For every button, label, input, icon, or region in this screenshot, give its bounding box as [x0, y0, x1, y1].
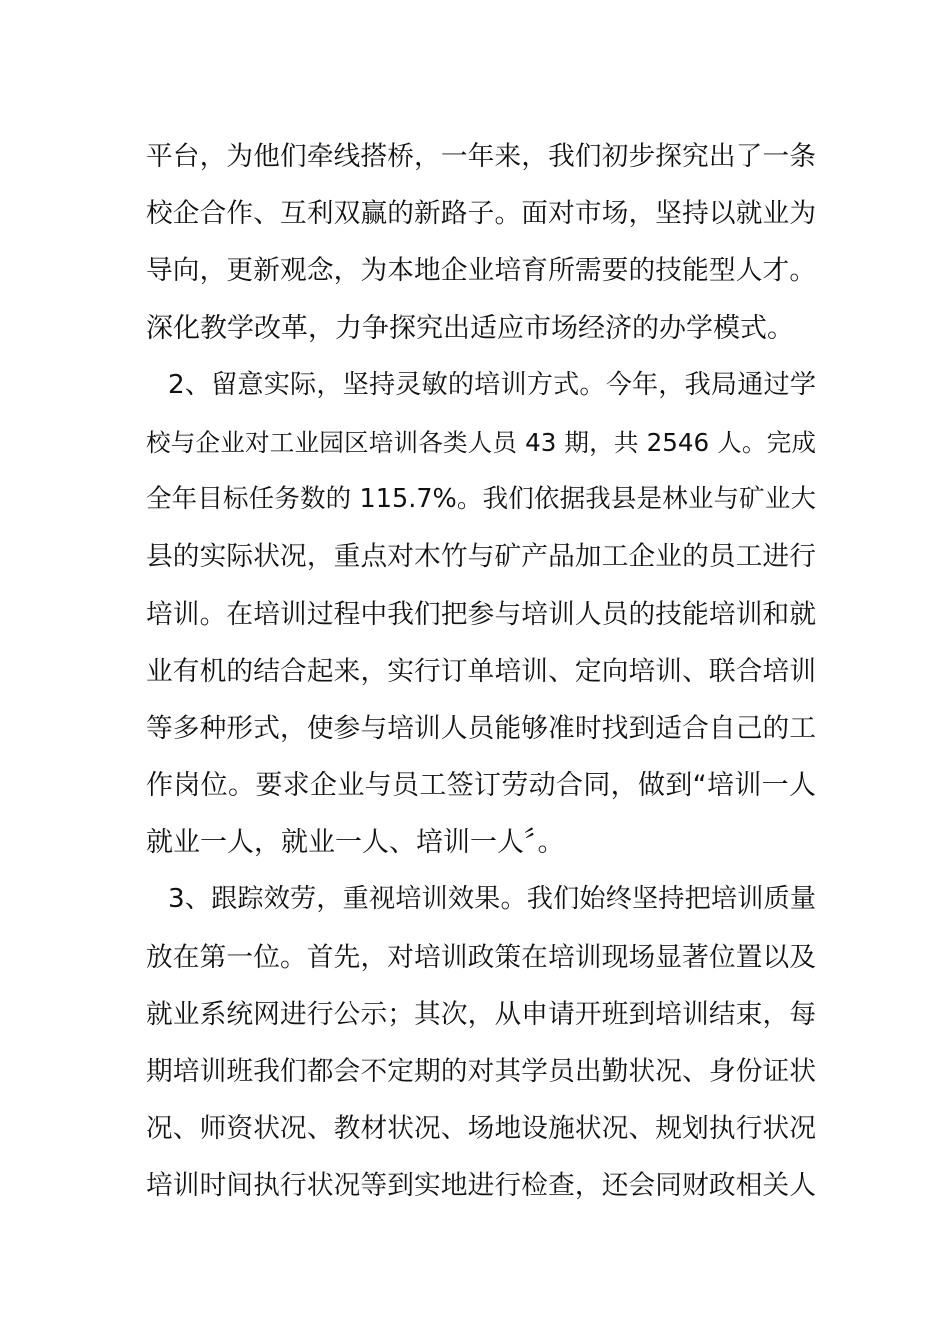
text-line: 培训时间执行状况等到实地进行检查，还会同财政相关人 — [146, 1170, 816, 1202]
text-line: 放在第一位。首先，对培训政策在培训现场显著位置以及 — [146, 941, 816, 973]
text-line: 3、跟踪效劳，重视培训效果。我们始终坚持把培训质量 — [168, 884, 816, 915]
text-line: 全年目标任务数的 115.7%。我们依据我县是林业与矿业大 — [146, 484, 816, 515]
text-line: 导向，更新观念，为本地企业培育所需要的技能型人才。 — [146, 255, 816, 287]
text-line: 等多种形式，使参与培训人员能够准时找到适合自己的工 — [146, 712, 816, 744]
text-line: 业有机的结合起来，实行订单培训、定向培训、联合培训 — [146, 655, 816, 687]
text-line: 2、留意实际，坚持灵敏的培训方式。今年，我局通过学 — [168, 369, 816, 400]
text-line: 县的实际状况，重点对木竹与矿产品加工企业的员工进行 — [146, 541, 816, 573]
text-line: 作岗位。要求企业与员工签订劳动合同，做到“培训一人 — [146, 770, 816, 802]
text-line: 深化教学改革，力争探究出适应市场经济的办学模式。 — [146, 312, 794, 344]
text-line: 培训。在培训过程中我们把参与培训人员的技能培训和就 — [146, 598, 816, 630]
text-line: 校企合作、互利双赢的新路子。面对市场，坚持以就业为 — [146, 198, 816, 230]
text-line: 就业系统网进行公示；其次，从申请开班到培训结束，每 — [146, 998, 816, 1030]
text-line: 期培训班我们都会不定期的对其学员出勤状况、身份证状 — [146, 1056, 816, 1087]
text-line: 校与企业对工业园区培训各类人员 43 期，共 2546 人。完成 — [146, 427, 816, 457]
text-line: 就业一人，就业一人、培训一人〞。 — [146, 827, 565, 859]
text-line: 况、师资状况、教材状况、场地设施状况、规划执行状况 — [146, 1113, 816, 1145]
body-text — [146, 128, 816, 1215]
text-line: 平台，为他们牵线搭桥，一年来，我们初步探究出了一条 — [146, 141, 816, 172]
